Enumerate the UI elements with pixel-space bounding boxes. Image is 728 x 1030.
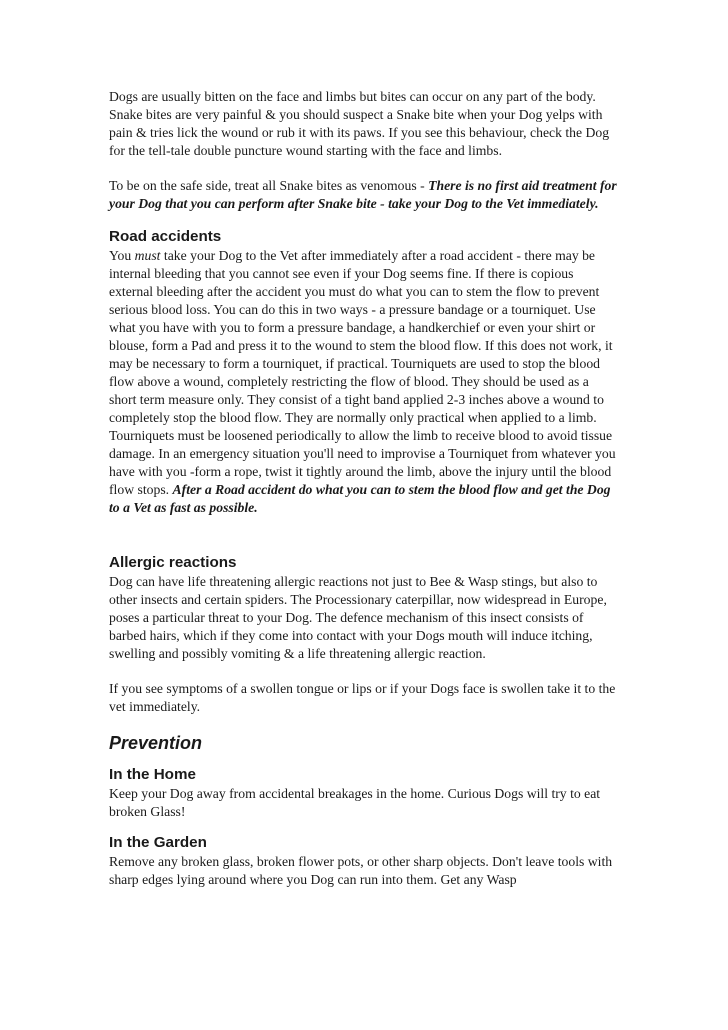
allergic-reactions-heading: Allergic reactions: [109, 554, 237, 571]
in-the-home-heading: In the Home: [109, 766, 196, 783]
road-accidents-paragraph: [109, 247, 619, 517]
in-the-garden-paragraph: Remove any broken glass, broken flower pots, or other sharp objects. Don't leave tools with sharp edges lying around where you Dog can run into them. Get any Wasp: [109, 854, 613, 887]
intro-paragraph-2: [109, 177, 619, 213]
road-accidents-must: must: [134, 248, 161, 263]
in-the-home-paragraph: Keep your Dog away from accidental breakages in the home. Curious Dogs will try to eat broken Glass!: [109, 786, 601, 819]
in-the-garden-heading: In the Garden: [109, 834, 207, 851]
allergic-reactions-paragraph-1: Dog can have life threatening allergic reactions not just to Bee & Wasp stings, but also to other insects and certain spiders. The Processionary caterpillar, now widespread in Europe, poses a particular threat to your Dog. The defence mechanism of this insect consists of barbed hairs, which if they come into contact with your Dogs mouth will induce itching, swelling and possibly vomiting & a life threatening allergic reaction.: [109, 574, 607, 661]
intro-paragraph-2-emphasis: There is no first aid treatment for your Dog that you can perform after Snake bite - take your Dog to the Vet immediately.: [109, 178, 617, 211]
road-accidents-body: take your Dog to the Vet after immediately after a road accident - there may be internal bleeding that you cannot see even if your Dog seems fine. If there is copious external bleeding after the accident you must do what you can to stem the flow to prevent serious blood loss. You can do this in two ways - a pressure bandage or a tourniquet. Use what you have with you to form a pressure bandage, a handkerchief or even your shirt or blouse, form a Pad and press it to the wound to stem the blood flow. If this does not work, it may be necessary to form a tourniquet, if practical. Tourniquets are used to stop the blood flow above a wound, completely restricting the flow of blood. They should be used as a short term measure only. They consist of a tight band applied 2-3 inches above a wound to completely stop the blood flow. They are normally only practical when applied to a limb. Tourniquets must be loosened periodically to allow the limb to receive blood to avoid tissue damage. In an emergency situation you'll need to improvise a Tourniquet from whatever you have with you -form a rope, twist it tightly around the limb, above the injury until the blood flow stops.: [109, 248, 616, 497]
intro-paragraph-1: Dogs are usually bitten on the face and limbs but bites can occur on any part of the body. Snake bites are very painful & you should suspect a Snake bite when your Dog yelps with pain & tries lick the wound or rub it with its paws. If you see this behaviour, check the Dog for the tell-tale double puncture wound starting with the face and limbs.: [109, 89, 610, 158]
road-accidents-lead: You: [109, 248, 135, 263]
road-accidents-emphasis: After a Road accident do what you can to stem the blood flow and get the Dog to a Vet as fast as possible.: [109, 482, 611, 515]
prevention-heading: Prevention: [109, 733, 203, 753]
allergic-reactions-paragraph-2: If you see symptoms of a swollen tongue or lips or if your Dogs face is swollen take it to the vet immediately.: [109, 681, 616, 714]
intro-paragraph-2-text: To be on the safe side, treat all Snake bites as venomous -: [109, 178, 429, 193]
page-content: [109, 88, 619, 889]
road-accidents-heading: Road accidents: [109, 228, 222, 245]
